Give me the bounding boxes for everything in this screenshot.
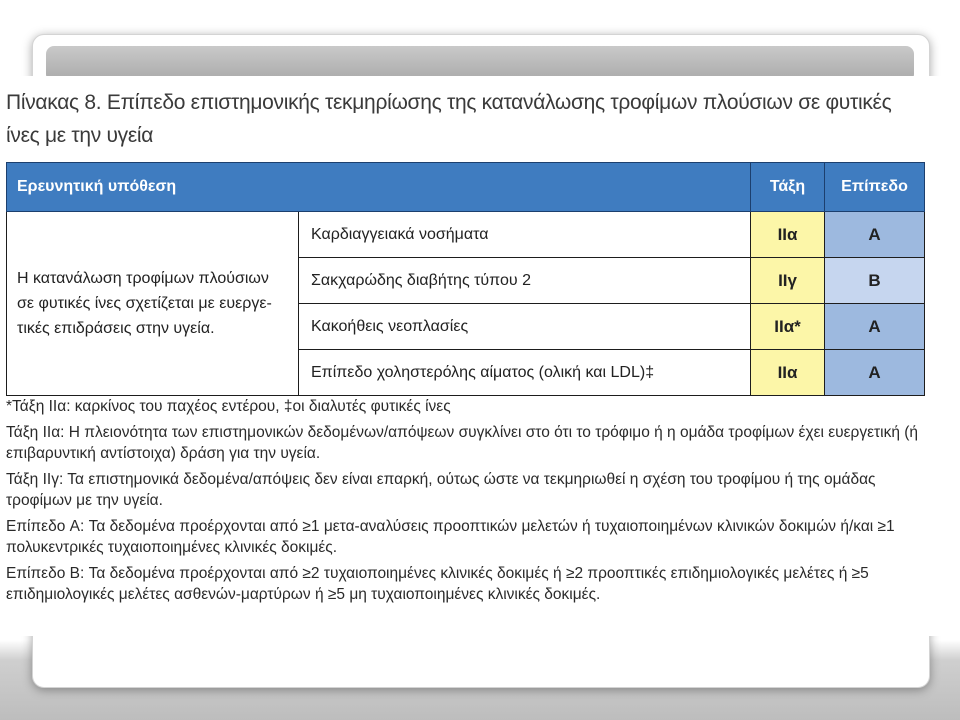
level-cell: A <box>825 350 925 396</box>
header-level: Επίπεδο <box>825 163 925 212</box>
header-class: Τάξη <box>751 163 825 212</box>
note-class-IIa: Τάξη IIα: Η πλειονότητα των επιστημονικών δεδομένων/απόψεων συγκλίνει στο ότι το τρόφιμο ή η ομάδα τροφίμων έχει ευεργετική (ή επιβαρυντική αντίστοιχα) δράση για την υγεία. <box>6 424 919 462</box>
level-cell: B <box>825 258 925 304</box>
hypothesis-cell: Η κατανάλωση τροφίμων πλούσιων σε φυτικές ίνες σχετίζεται με ευεργε- τικές επιδράσεις στην υγεία. <box>7 212 299 396</box>
class-cell: IIγ <box>751 258 825 304</box>
class-cell: IIα* <box>751 304 825 350</box>
level-cell: A <box>825 304 925 350</box>
outcome-cell: Επίπεδο χοληστερόλης αίματος (ολική και LDL)‡ <box>299 350 751 396</box>
outcome-cell: Κακοήθεις νεοπλασίες <box>299 304 751 350</box>
note-level-B: Επίπεδο B: Τα δεδομένα προέρχονται από ≥2 τυχαιοποιημένες κλινικές δοκιμές ή ≥2 προοπτικές επιδημιολογικές μελέτες ή ≥5 επιδημιολογικές μελέτες ασθενών-μαρτύρων ή ≥5 μη τυχαιοποιημένες κλινικές δοκιμές. <box>6 565 869 603</box>
outcome-cell: Σακχαρώδης διαβήτης τύπου 2 <box>299 258 751 304</box>
table-notes <box>6 396 926 610</box>
outcome-cell: Καρδιαγγειακά νοσήματα <box>299 212 751 258</box>
table-row <box>7 212 925 258</box>
table-image <box>0 76 960 636</box>
note-level-A: Επίπεδο A: Τα δεδομένα προέρχονται από ≥1 μετα-αναλύσεις προοπτικών μελετών ή τυχαιοποιημένων κλινικών δοκιμών ή/και ≥1 πολυκεντρικές τυχαιοποιημένες κλινικές δοκιμές. <box>6 518 895 556</box>
class-cell: IIα <box>751 350 825 396</box>
evidence-table <box>6 162 925 396</box>
table-header-row <box>7 163 925 212</box>
footnote-asterisk: *Τάξη IIα: καρκίνος του παχέος εντέρου, ‡οι διαλυτές φυτικές ίνες <box>6 398 451 415</box>
note-class-IIc: Τάξη IIγ: Τα επιστημονικά δεδομένα/απόψεις δεν είναι επαρκή, ούτως ώστε να τεκμηριωθεί η σχέση του τροφίμου ή της ομάδας τροφίμων με την υγεία. <box>6 471 876 509</box>
header-hypothesis: Ερευνητική υπόθεση <box>7 163 751 212</box>
table-caption: Πίνακας 8. Επίπεδο επιστημονικής τεκμηρίωσης της κατανάλωσης τροφίμων πλούσιων σε φυτικές ίνες με την υγεία <box>6 91 892 147</box>
level-cell: A <box>825 212 925 258</box>
class-cell: IIα <box>751 212 825 258</box>
